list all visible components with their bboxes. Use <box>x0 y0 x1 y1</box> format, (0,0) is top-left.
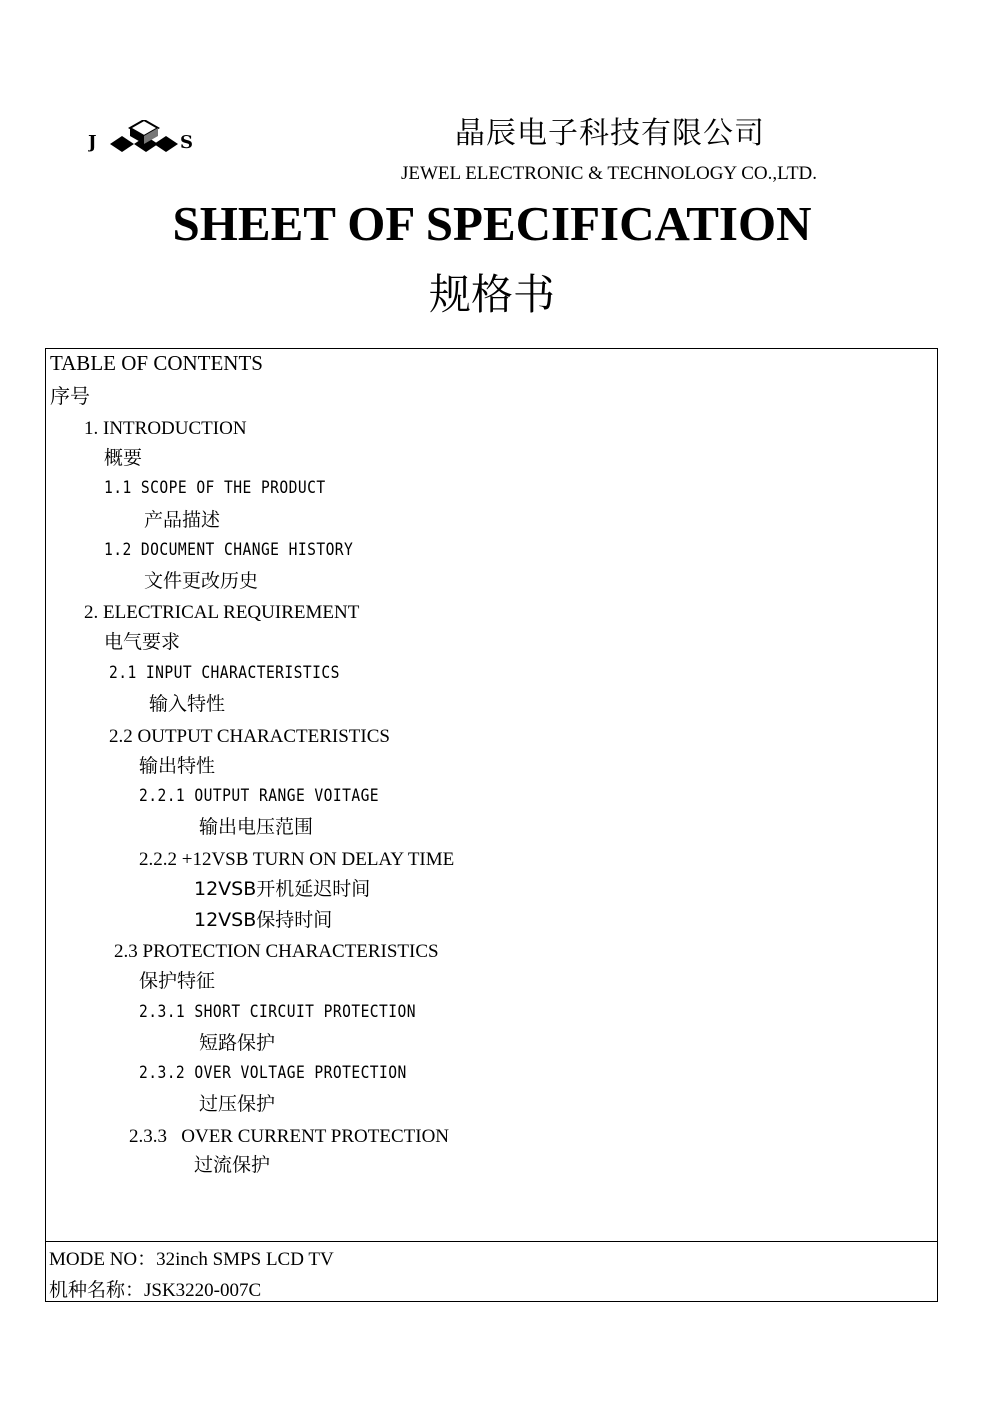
toc-entry: 1.1 SCOPE OF THE PRODUCT <box>104 478 326 498</box>
toc-entry: 短路保护 <box>199 1032 276 1054</box>
toc-entry: 过压保护 <box>199 1093 276 1115</box>
toc-heading-en: TABLE OF CONTENTS <box>50 351 263 375</box>
toc-entry: 2.1 INPUT CHARACTERISTICS <box>109 663 340 683</box>
svg-text:S: S <box>180 132 193 153</box>
toc-entry: 输入特性 <box>149 693 226 715</box>
toc-entry: 电气要求 <box>104 631 181 653</box>
document-title-cn: 规格书 <box>428 270 555 319</box>
footer-divider <box>45 1241 938 1242</box>
toc-entry: 输出特性 <box>139 755 216 777</box>
mode-number: MODE NO：32inch SMPS LCD TV <box>49 1249 334 1270</box>
toc-entry: 2.2 OUTPUT CHARACTERISTICS <box>109 726 390 747</box>
toc-entry: 2.3.3 OVER CURRENT PROTECTION <box>129 1126 450 1147</box>
toc-entry: 过流保护 <box>194 1154 271 1176</box>
toc-entry: 2. ELECTRICAL REQUIREMENT <box>84 602 360 623</box>
company-logo <box>88 120 200 154</box>
toc-entry: 2.3 PROTECTION CHARACTERISTICS <box>114 941 439 962</box>
toc-entry: 文件更改历史 <box>144 570 259 592</box>
toc-entry: 1.2 DOCUMENT CHANGE HISTORY <box>104 540 354 560</box>
toc-entry: 产品描述 <box>144 509 221 531</box>
document-title-en: SHEET OF SPECIFICATION <box>172 196 812 251</box>
svg-text:J: J <box>88 132 97 153</box>
toc-entry: 12VSB保持时间 <box>194 909 333 931</box>
toc-entry: 1. INTRODUCTION <box>84 418 247 439</box>
toc-entry: 2.2.1 OUTPUT RANGE VOITAGE <box>139 786 380 806</box>
toc-entry: 2.3.1 SHORT CIRCUIT PROTECTION <box>139 1002 416 1022</box>
toc-entry: 2.2.2 +12VSB TURN ON DELAY TIME <box>139 849 455 870</box>
company-name-cn: 晶辰电子科技有限公司 <box>455 116 765 151</box>
toc-entry: 12VSB开机延迟时间 <box>194 878 371 900</box>
toc-entry: 2.3.2 OVER VOLTAGE PROTECTION <box>139 1063 407 1083</box>
model-name: 机种名称：JSK3220-007C <box>49 1280 262 1301</box>
toc-entry: 概要 <box>104 447 143 469</box>
toc-entry: 保护特征 <box>139 970 216 992</box>
company-name-en: JEWEL ELECTRONIC & TECHNOLOGY CO.,LTD. <box>401 163 818 184</box>
toc-entry: 输出电压范围 <box>199 816 314 838</box>
toc-heading-cn: 序号 <box>50 384 90 408</box>
